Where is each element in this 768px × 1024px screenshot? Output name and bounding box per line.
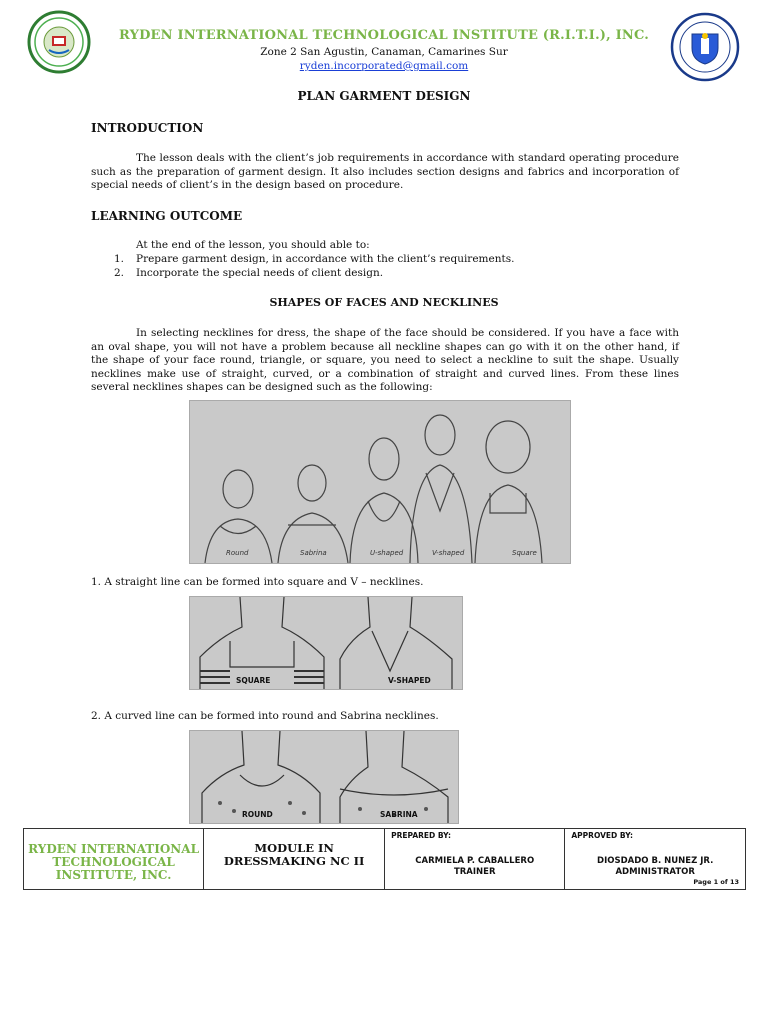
school-address: Zone 2 San Agustin, Canaman, Camarines Sur — [260, 46, 508, 58]
figure-label: Round — [226, 549, 249, 557]
figure-label: V-SHAPED — [388, 676, 431, 685]
page-title: PLAN GARMENT DESIGN — [297, 89, 471, 103]
learning-outcome-heading: LEARNING OUTCOME — [91, 209, 243, 223]
neckline-sketches — [190, 401, 570, 563]
school-email-link[interactable]: ryden.incorporated@gmail.com — [299, 60, 469, 72]
introduction-body: The lesson deals with the client’s job requirements in accordance with standard operating procedure such as the preparation of garment design. It also includes section designs and fabrics and incorporation of special needs of client’s in the design based on procedure. — [91, 152, 679, 191]
list-item-number: 2. — [114, 267, 125, 279]
footer-module-text: MODULE IN DRESSMAKING NC II — [223, 841, 365, 868]
footer-approved — [565, 829, 746, 890]
footer-prepared — [385, 829, 565, 890]
figure-label: Square — [512, 549, 537, 557]
list-item-text: Incorporate the special needs of client design. — [136, 267, 384, 279]
introduction-heading: INTRODUCTION — [91, 121, 204, 135]
approved-role: ADMINISTRATOR — [615, 867, 695, 877]
approved-label: APPROVED BY: — [571, 831, 633, 840]
neckline-figure-curved — [189, 730, 459, 824]
list-item-number: 1. — [114, 253, 125, 265]
figure-label: Sabrina — [300, 549, 327, 557]
figure-label: SABRINA — [380, 810, 418, 819]
shapes-heading: SHAPES OF FACES AND NECKLINES — [269, 296, 499, 309]
approved-name: DIOSDADO B. NUNEZ JR. — [597, 856, 714, 866]
prepared-role: TRAINER — [453, 867, 496, 877]
school-name: RYDEN INTERNATIONAL TECHNOLOGICAL INSTITUTE (R.I.T.I.), INC. — [118, 28, 650, 43]
list-item — [91, 253, 636, 265]
figure-label: U-shaped — [370, 549, 404, 557]
prepared-name: CARMIELA P. CABALLERO — [415, 856, 535, 866]
footer-module — [204, 829, 385, 890]
list-item — [91, 267, 636, 279]
footer-institute — [24, 829, 204, 890]
page-number: Page 1 of 13 — [693, 878, 739, 886]
list-item-text: Prepare garment design, in accordance with the client’s requirements. — [136, 253, 515, 265]
curved-line-item: 2. A curved line can be formed into round and Sabrina necklines. — [91, 710, 439, 722]
footer-table — [23, 828, 746, 890]
neckline-figure-straight — [189, 596, 463, 690]
shapes-body: In selecting necklines for dress, the shape of the face should be considered. If you have a face with an oval shape, you will not have a problem because all neckline shapes can go with it on the other hand, if the shape of your face round, triangle, or square, you need to select a neckline to suit the shape. Usually necklines make use of straight, curved, or a combination of straight and curved lines. From these lines several necklines shapes can be designed such as the following: — [91, 327, 679, 393]
footer-institute-text: RYDEN INTERNATIONAL TECHNOLOGICAL INSTITUTE, INC. — [28, 842, 200, 882]
neckline-figure-faces — [189, 400, 571, 564]
figure-label: V-shaped — [432, 549, 465, 557]
figure-label: ROUND — [242, 810, 273, 819]
learning-outcome-intro: At the end of the lesson, you should able to: — [136, 239, 370, 251]
prepared-label: PREPARED BY: — [391, 831, 451, 840]
straight-line-item: 1. A straight line can be formed into square and V – necklines. — [91, 576, 424, 588]
figure-label: SQUARE — [236, 676, 271, 685]
